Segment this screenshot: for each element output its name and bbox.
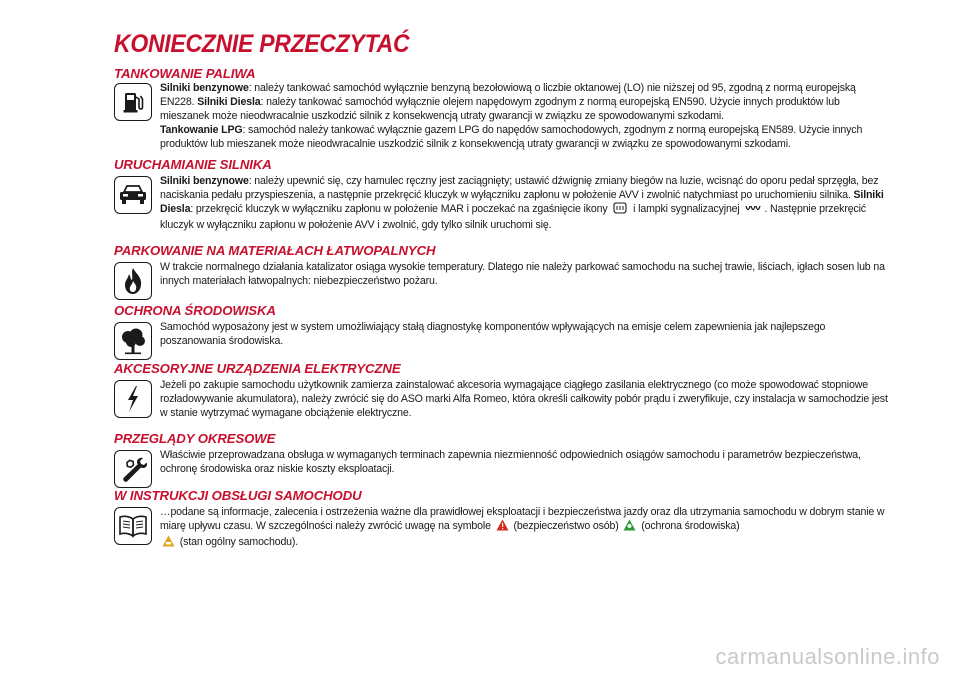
vehicle-symbol-yellow-icon [162,535,175,551]
fuel-lpg-text: : samochód należy tankować wyłącznie gazem LPG do napędów samochodowych, zgodnym z normą europejską EN589. Użycie innych produktów lub mieszanek może nieodwracalnie uszkodzić silnik z konsekwencją utraty gwarancji w związku ze spowodowanymi szkodami. [160,124,863,150]
section-heading: PRZEGLĄDY OKRESOWE [114,431,276,446]
manual-symbol-people: (bezpieczeństwo osób) [513,520,619,532]
open-book-icon [114,507,152,545]
section-body: Samochód wyposażony jest w system umożliwiający stałą diagnostykę komponentów wpływających na emisje celem zapewnienia jak najlepszego poszanowania środowiska. [160,321,826,347]
fuel-petrol-label: Silniki benzynowe [160,82,249,94]
fuel-petrol-text: : należy tankować samochód wyłącznie benzyną bezołowiową o liczbie oktanowej (LO) nie niższej od 95, zgodną z normą europejską EN228. [160,82,856,108]
fuel-diesel-label: Silniki Diesla [197,96,261,108]
warning-triangle-red-icon [496,519,509,535]
environment-symbol-green-icon [623,519,636,535]
section-engine-start [114,157,894,232]
tree-icon [114,322,152,360]
section-heading: TANKOWANIE PALIWA [114,66,256,81]
section-manual [114,488,894,551]
warning-lamp-icon [744,204,762,218]
manual-text: …podane są informacje, zalecenia i ostrzeżenia ważne dla prawidłowej eksploatacji i bezpieczeństwa jazdy oraz dla utrzymania samochodu w dobrym stanie w miarę upływu czasu. W szczególności należy zwrócić uwagę na symbole [160,506,885,532]
section-body: W trakcie normalnego działania katalizator osiąga wysokie temperatury. Dlatego nie należy parkować samochodu na suchej trawie, liściach, igłach sosen lub na innych materiałach łatwopalnych: niebezpieczeństwo pożaru. [160,261,885,287]
section-fuel [114,66,894,151]
manual-symbol-environment: (ochrona środowiska) [641,520,740,532]
start-diesel-text-2: i lampki sygnalizacyjnej [633,203,740,215]
start-diesel-text-3: . Następnie przekręcić kluczyk w wyłączniku zapłonu w położenie AVV i zwolnić, gdy tylko silnik uruchomi się. [160,203,866,231]
section-body: Jeżeli po zakupie samochodu użytkownik zamierza zainstalować akcesoria wymagające ciągłego zasilania elektrycznego (co może spowodować stopniowe rozładowywanie akumulatora), należy zwrócić się do ASO marki Alfa Romeo, która określi całkowity pobór prądu i zweryfikuje, czy instalacja w samochodzie jest w stanie wytrzymać wymagane obciążenie elektryczne. [160,379,888,419]
section-heading: AKCESORYJNE URZĄDZENIA ELEKTRYCZNE [114,361,401,376]
start-diesel-text: : przekręcić kluczyk w wyłączniku zapłonu w położenie MAR i poczekać na zgaśnięcie ikony [190,203,608,215]
section-maintenance [114,431,894,488]
section-heading: W INSTRUKCJI OBSŁUGI SAMOCHODU [114,488,362,503]
section-heading: PARKOWANIE NA MATERIAŁACH ŁATWOPALNYCH [114,243,436,258]
section-body: Właściwie przeprowadzana obsługa w wymaganych terminach zapewnia niezmienność odpowiednich osiągów samochodu i parametrów bezpieczeństwa, ochronę środowiska oraz niskie koszty eksploatacji. [160,449,861,475]
glow-plug-icon [612,202,628,218]
section-heading: URUCHAMIANIE SILNIKA [114,157,272,172]
lightning-icon [114,380,152,418]
start-petrol-text: : należy upewnić się, czy hamulec ręczny jest zaciągnięty; ustawić dźwignię zmiany biegów na luzie, wcisnąć do oporu pedał sprzęgła, bez naciskania pedału przyspieszenia, a następnie przekręcić kluczyk w wyłączniku zapłonu w położenie AVV i zwolnić natychmiast po uruchomieniu silnika. [160,175,879,201]
section-body [160,81,890,151]
flame-icon [114,262,152,300]
fuel-lpg-label: Tankowanie LPG [160,124,243,136]
manual-symbol-vehicle: (stan ogólny samochodu). [179,536,299,548]
section-accessories [114,361,894,420]
car-icon [114,176,152,214]
section-environment [114,303,894,360]
fuel-pump-icon [114,83,152,121]
wrench-icon [114,450,152,488]
section-body [160,505,890,551]
watermark: carmanualsonline.info [715,644,940,669]
start-diesel-label: Silniki Diesla [160,189,884,215]
page-title: KONIECZNIE PRZECZYTAĆ [114,30,410,58]
section-parking [114,243,894,300]
section-heading: OCHRONA ŚRODOWISKA [114,303,276,318]
start-petrol-label: Silniki benzynowe [160,175,249,187]
fuel-diesel-text: : należy tankować samochód wyłącznie olejem napędowym zgodnym z normą europejską EN590. Użycie innych produktów lub mieszanek może nieodwracalnie uszkodzić silnik z konsekwencją utraty gwarancji w związku ze spowodowanymi szkodami. [160,96,840,122]
section-body [160,174,890,232]
